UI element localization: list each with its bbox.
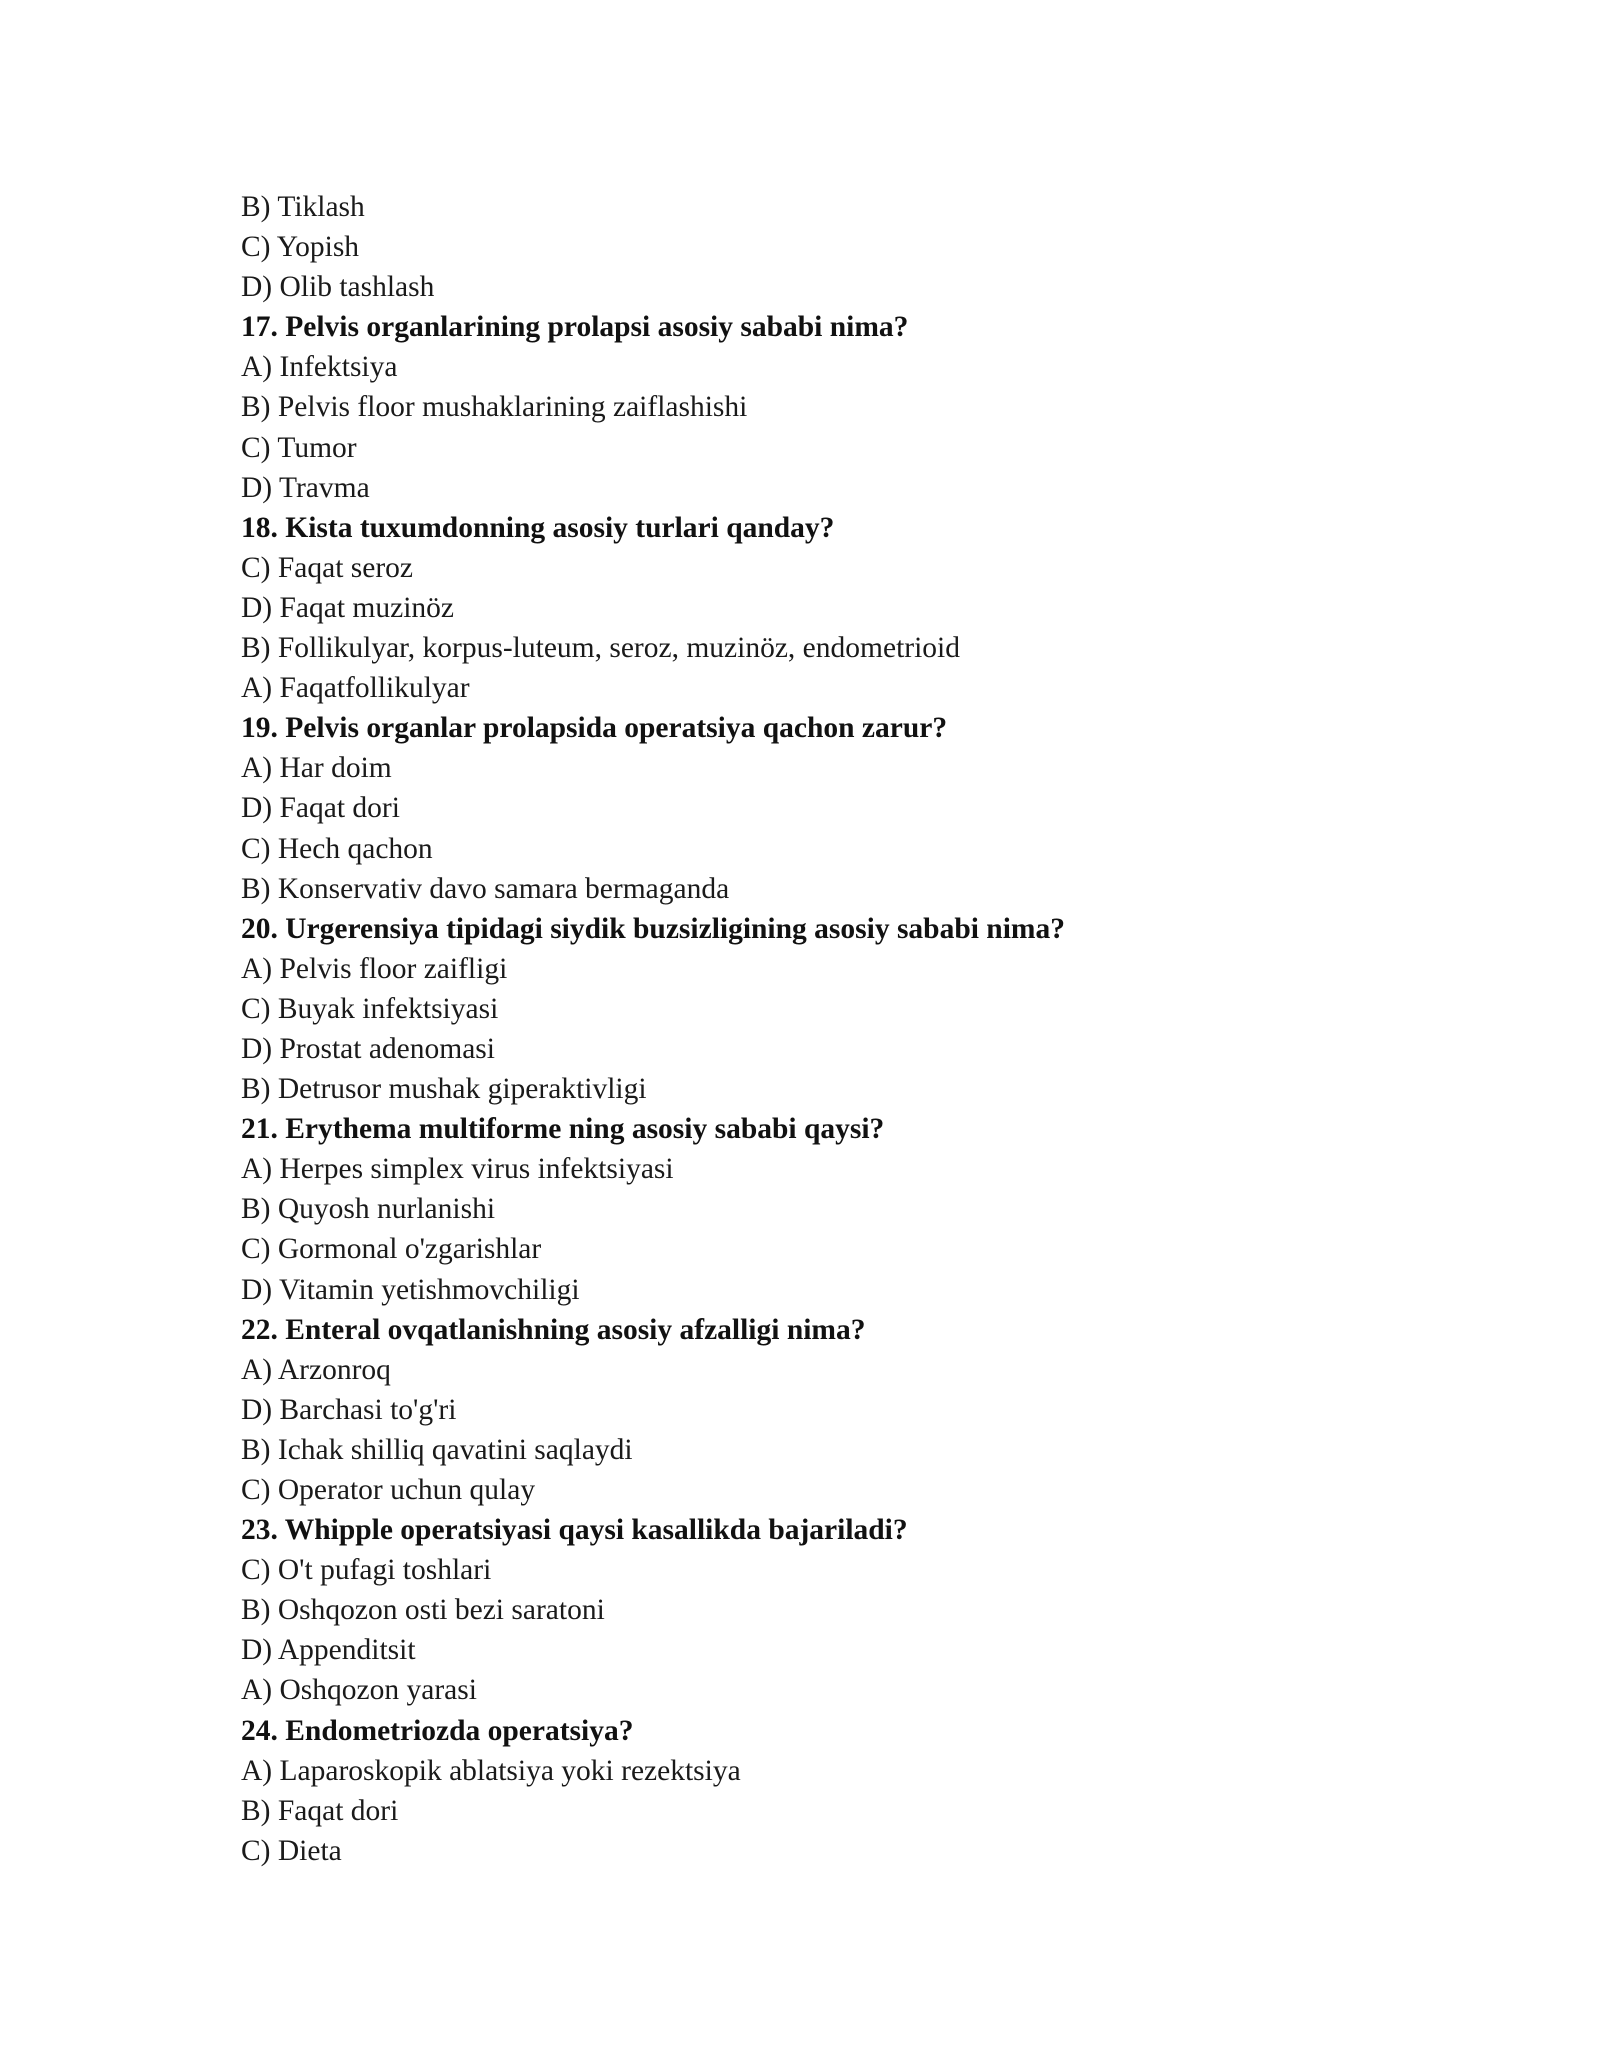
answer-option: B) Oshqozon osti bezi saratoni xyxy=(241,1594,605,1627)
answer-option: B) Follikulyar, korpus-luteum, seroz, muzinöz, endometrioid xyxy=(241,632,960,665)
question-heading: 24. Endometriozda operatsiya? xyxy=(241,1714,634,1747)
answer-option: D) Faqat muzinöz xyxy=(241,591,454,624)
answer-option: A) Pelvis floor zaifligi xyxy=(241,952,508,985)
question-heading: 22. Enteral ovqatlanishning asosiy afzalligi nima? xyxy=(241,1313,866,1346)
answer-option: A) Arzonroq xyxy=(241,1353,391,1386)
answer-option: A) Faqatfollikulyar xyxy=(241,672,470,705)
question-heading: 20. Urgerensiya tipidagi siydik buzsizligining asosiy sababi nima? xyxy=(241,912,1065,945)
document-body xyxy=(241,187,1441,1871)
answer-option: C) Hech qachon xyxy=(241,832,433,865)
answer-option: C) Gormonal o'zgarishlar xyxy=(241,1233,542,1266)
question-heading: 18. Kista tuxumdonning asosiy turlari qanday? xyxy=(241,511,835,544)
answer-option: C) Operator uchun qulay xyxy=(241,1474,536,1506)
answer-option: B) Tiklash xyxy=(241,191,365,223)
answer-option: C) Faqat seroz xyxy=(241,551,414,584)
answer-option: C) Dieta xyxy=(241,1834,342,1867)
answer-option: C) Yopish xyxy=(241,231,360,264)
answer-option: A) Infektsiya xyxy=(241,351,398,384)
answer-option: C) Tumor xyxy=(241,431,357,464)
answer-option: D) Faqat dori xyxy=(241,792,400,825)
answer-option: B) Pelvis floor mushaklarining zaiflashishi xyxy=(241,391,748,424)
answer-option: C) Buyak infektsiyasi xyxy=(241,992,499,1025)
question-heading: 21. Erythema multiforme ning asosiy sababi qaysi? xyxy=(241,1113,885,1146)
answer-option: A) Herpes simplex virus infektsiyasi xyxy=(241,1153,674,1186)
answer-option: C) O't pufagi toshlari xyxy=(241,1554,492,1587)
question-heading: 19. Pelvis organlar prolapsida operatsiya qachon zarur? xyxy=(241,712,948,745)
answer-option: D) Travma xyxy=(241,471,370,504)
answer-option: A) Har doim xyxy=(241,752,392,785)
answer-option: D) Olib tashlash xyxy=(241,271,435,304)
answer-option: D) Prostat adenomasi xyxy=(241,1032,495,1065)
answer-option: A) Oshqozon yarasi xyxy=(241,1674,477,1707)
answer-option: B) Ichak shilliq qavatini saqlaydi xyxy=(241,1433,633,1466)
question-heading: 23. Whipple operatsiyasi qaysi kasallikda bajariladi? xyxy=(241,1514,908,1547)
question-heading: 17. Pelvis organlarining prolapsi asosiy sababi nima? xyxy=(241,311,909,344)
answer-option: A) Laparoskopik ablatsiya yoki rezektsiya xyxy=(241,1754,741,1787)
answer-option: B) Faqat dori xyxy=(241,1794,399,1827)
answer-option: B) Quyosh nurlanishi xyxy=(241,1193,496,1226)
answer-option: D) Vitamin yetishmovchiligi xyxy=(241,1273,580,1306)
answer-option: B) Konservativ davo samara bermaganda xyxy=(241,872,730,905)
answer-option: D) Barchasi to'g'ri xyxy=(241,1393,457,1426)
answer-option: D) Appenditsit xyxy=(241,1634,416,1667)
answer-option: B) Detrusor mushak giperaktivligi xyxy=(241,1073,647,1106)
